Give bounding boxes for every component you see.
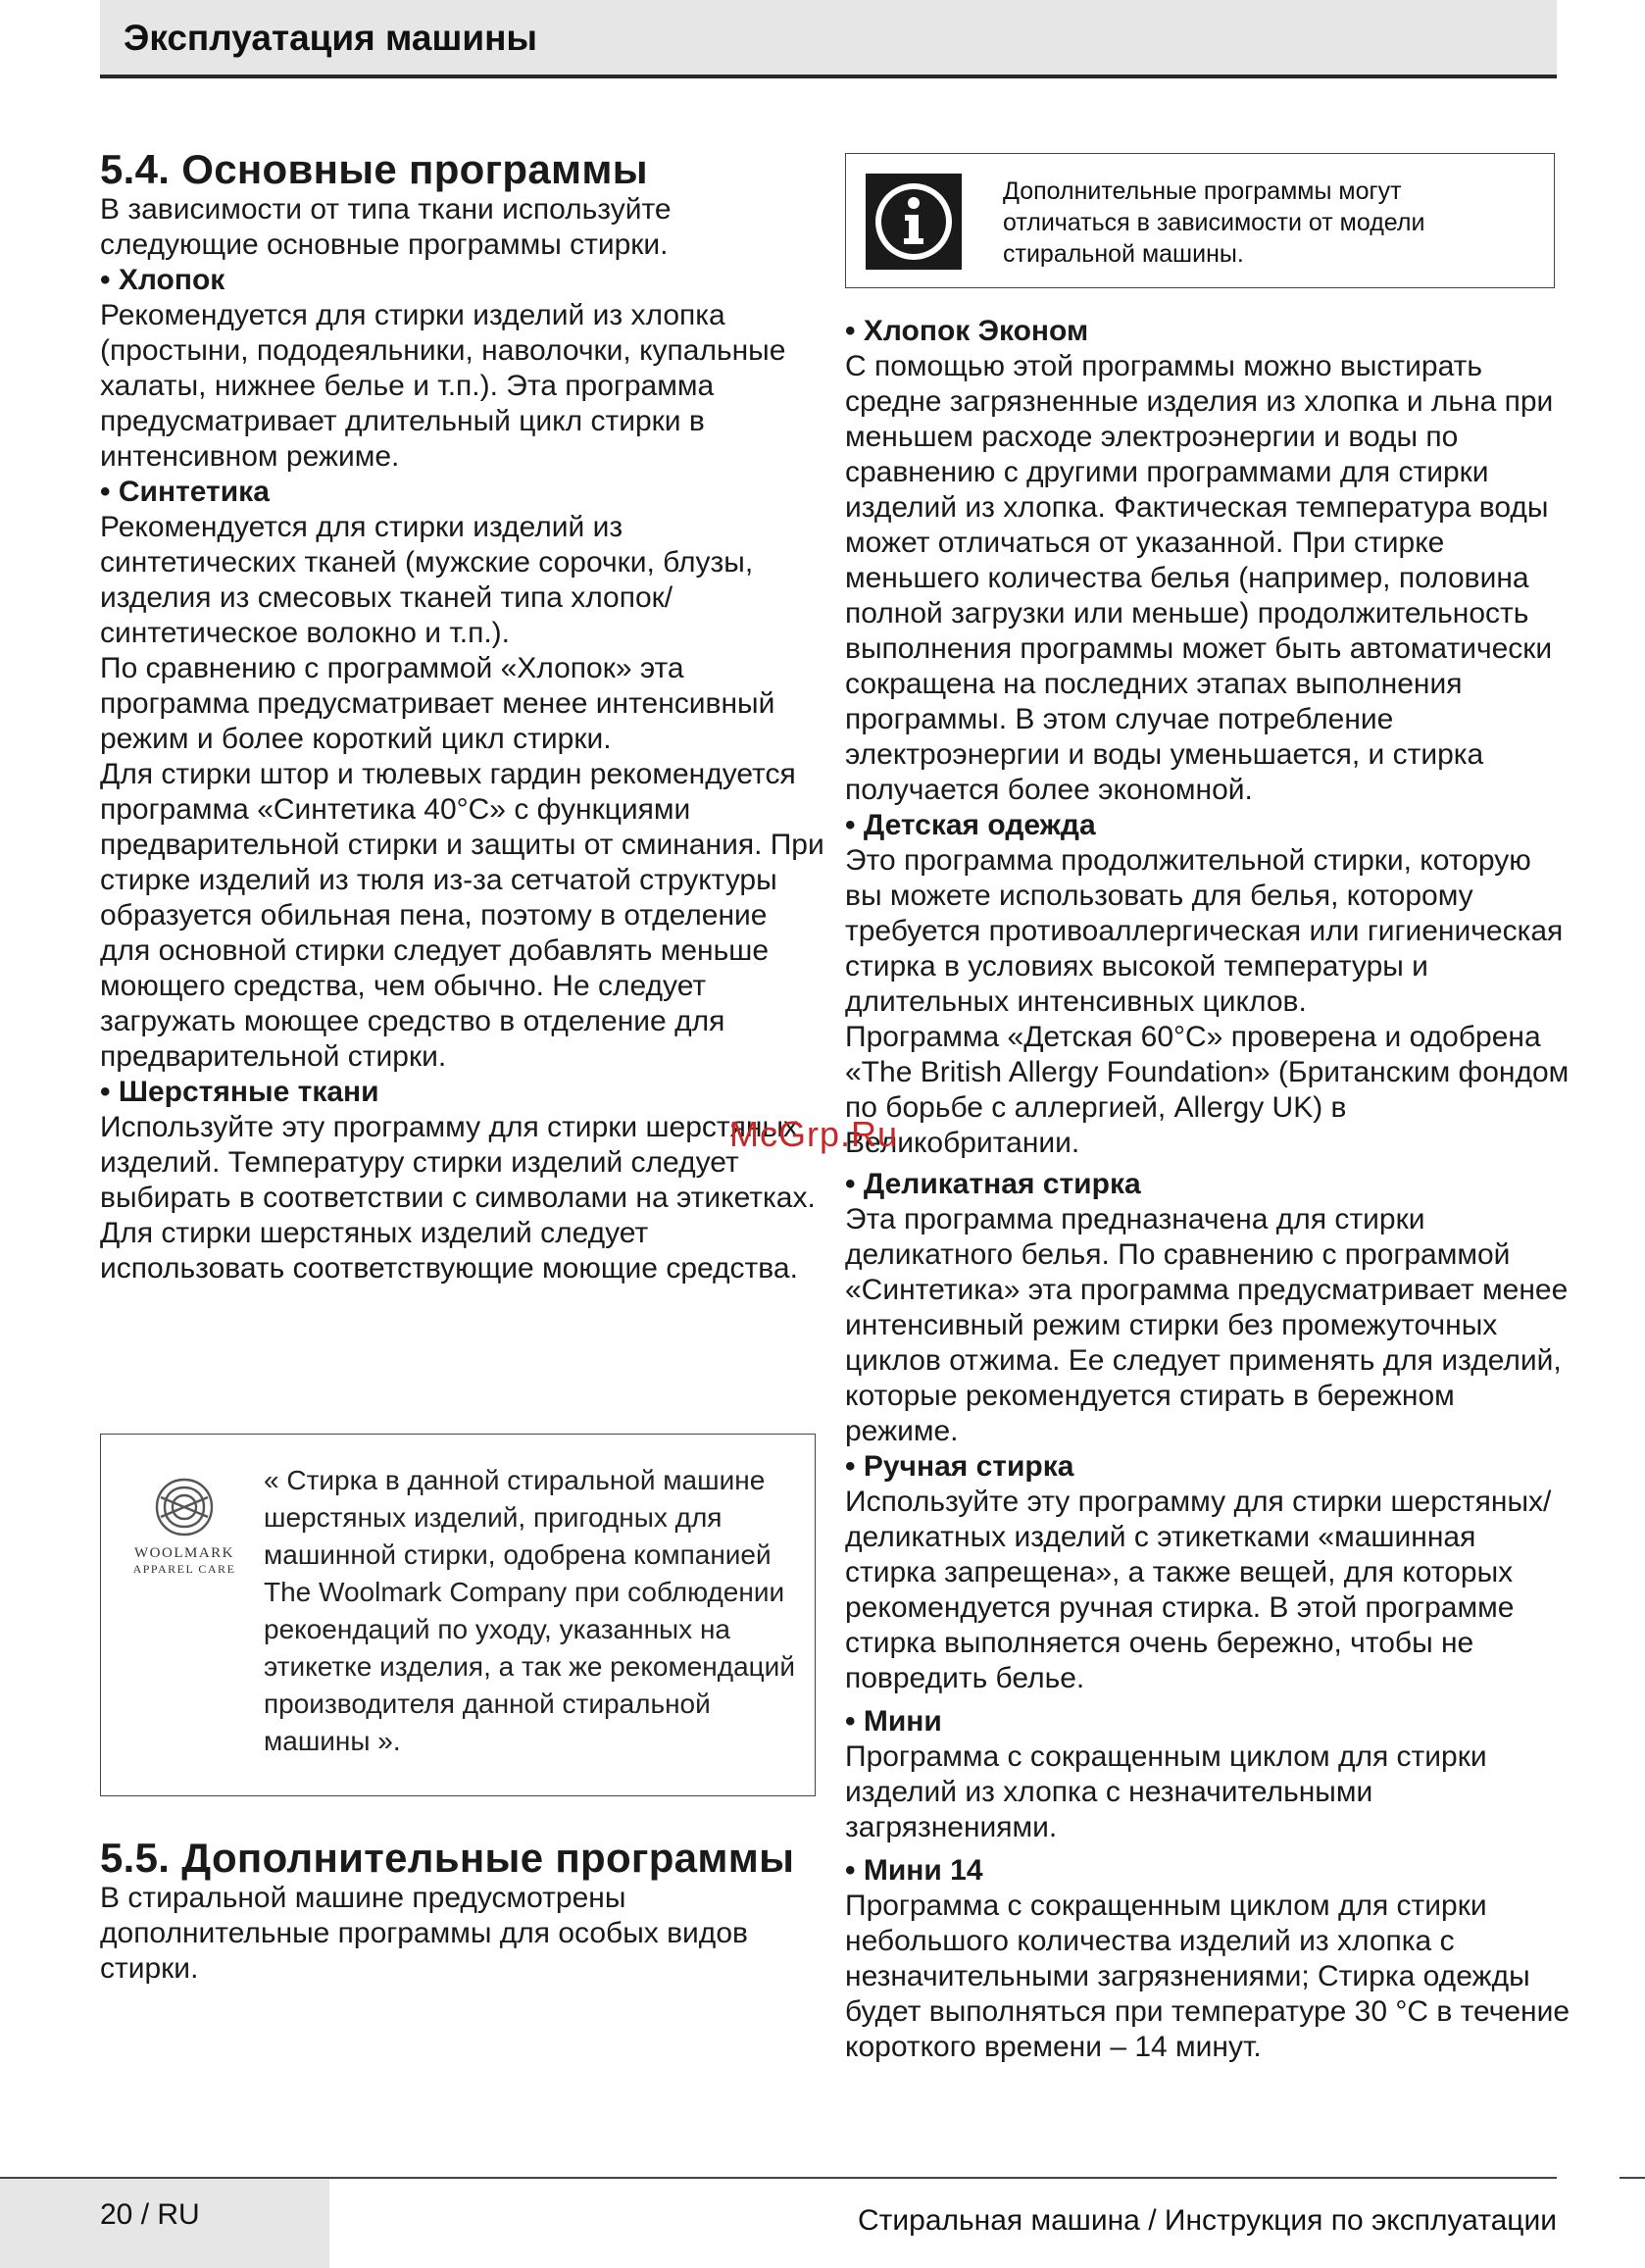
page-header	[100, 0, 1557, 78]
info-text: Дополнительные программы могут отличаться в зависимости от модели стиральной машины.	[1003, 177, 1425, 268]
section-intro: В зависимости от типа ткани используйте следующие основные программы стирки.	[100, 193, 672, 261]
program-title: • Хлопок	[100, 264, 225, 296]
program-title: • Ручная стирка	[845, 1450, 1074, 1483]
left-column	[100, 147, 825, 1286]
page-number: 20 / RU	[100, 2198, 200, 2231]
woolmark-logo-sub: APPAREL CARE	[132, 1562, 236, 1576]
section-title-additional-programs: 5.5. Дополнительные программы	[100, 1835, 795, 1881]
program-desc: Рекомендуется для стирки изделий из синтетических тканей (мужские сорочки, блузы, изделия из смесовых тканей типа хлопок/синтетическое волокно и т.п.).	[100, 511, 754, 649]
info-notice-box	[845, 153, 1555, 288]
program-item-delicate	[845, 1167, 1570, 1449]
program-desc: Программа с сокращенным циклом для стирки небольшого количества изделий из хлопка с незначительными загрязнениями; Стирка одежды будет выполняться при температуре 30 °C в течение короткого времени – 14 минут.	[845, 1890, 1570, 2063]
woolmark-icon	[151, 1474, 218, 1540]
right-column	[845, 314, 1570, 2065]
program-title: • Хлопок Эконом	[845, 315, 1089, 347]
program-title: • Синтетика	[100, 476, 270, 508]
program-desc: Используйте эту программу для стирки шерстяных изделий. Температуру стирки изделий следует выбирать в соответствии с символами на этикетках. Для стирки шерстяных изделий следует использовать соответствующие моющие средства.	[100, 1111, 816, 1285]
info-icon	[866, 174, 962, 270]
section-title-main-programs: 5.4. Основные программы	[100, 146, 648, 192]
program-desc: Для стирки штор и тюлевых гардин рекомендуется программа «Синтетика 40°C» с функциями предварительной стирки и защиты от сминания. При стирке изделий из тюля из-за сетчатой структуры образуется обильная пена, поэтому в отделение для основной стирки следует добавлять меньше моющего средства, чем обычно. Не следует загружать моющее средство в отделение для предварительной стирки.	[100, 758, 824, 1073]
program-desc: С помощью этой программы можно выстирать средне загрязненные изделия из хлопка и льна при меньшем расходе электроэнергии и воды по сравнению с другими программами для стирки изделий из хлопка. Фактическая температура воды может отличаться от указанной. При стирке меньшего количества белья (например, половина полной загрузки или меньше) продолжительность выполнения программы может быть автоматически сокращена на последних этапах выполнения программы. В этом случае потребление электроэнергии и воды уменьшается, и стирка получается более экономной.	[845, 350, 1554, 806]
program-item-wool	[100, 1075, 825, 1286]
program-desc: Эта программа предназначена для стирки деликатного белья. По сравнению с программой «Синтетика» эта программа предусматривает менее интенсивный режим стирки без промежуточных циклов отжима. Ее следует применять для изделий, которые рекомендуется стирать в бережном режиме.	[845, 1203, 1569, 1447]
program-item-handwash	[845, 1449, 1570, 1696]
program-desc: Это программа продолжительной стирки, которую вы можете использовать для белья, которому требуется противоаллергическая или гигиеническая стирка в условиях высокой температуры и длительных интенсивных циклов.	[845, 844, 1564, 1018]
program-title: • Мини	[845, 1705, 942, 1738]
woolmark-logo	[130, 1474, 238, 1576]
woolmark-logo-name: WOOLMARK	[134, 1545, 234, 1561]
program-desc: Используйте эту программу для стирки шерстяных/деликатных изделий с этикетками «машинная стирка запрещена», а также вещей, для которых рекомендуется ручная стирка. В этой программе стирка выполняется очень бережно, чтобы не повредить белье.	[845, 1486, 1552, 1694]
program-title: • Деликатная стирка	[845, 1168, 1141, 1200]
watermark: McGrp.Ru	[729, 1114, 899, 1154]
program-desc: По сравнению с программой «Хлопок» эта программа предусматривает менее интенсивный режим и более короткий цикл стирки.	[100, 652, 775, 755]
section-intro: В стиральной машине предусмотрены дополнительные программы для особых видов стирки.	[100, 1882, 748, 1985]
corner-mark	[1620, 2177, 1645, 2179]
woolmark-notice-box	[100, 1434, 816, 1796]
footer-document-title: Стиральная машина / Инструкция по эксплуатации	[857, 2204, 1557, 2237]
section-additional-programs	[100, 1836, 825, 1987]
program-title: • Мини 14	[845, 1854, 983, 1887]
program-item-mini-14	[845, 1853, 1570, 2065]
header-title: Эксплуатация машины	[124, 18, 538, 58]
program-item-cotton	[100, 263, 825, 475]
program-desc: Программа «Детская 60°C» проверена и одобрена «The British Allergy Foundation» (Британским фондом по борьбе с аллергией, Allergy UK) в Великобритании.	[845, 1021, 1570, 1159]
program-title: • Детская одежда	[845, 809, 1096, 841]
program-desc: Рекомендуется для стирки изделий из хлопка (простыни, пододеяльники, наволочки, купальные халаты, нижнее белье и т.п.). Эта программа предусматривает длительный цикл стирки в интенсивном режиме.	[100, 299, 786, 473]
program-item-synthetics	[100, 475, 825, 1075]
program-item-mini	[845, 1704, 1570, 1845]
woolmark-text: « Стирка в данной стиральной машине шерстяных изделий, пригодных для машинной стирки, одобрена компанией The Woolmark Company при соблюдении рекоендаций по уходу, указанных на этикетке изделия, а так же рекомендаций производителя данной стиральной машины ».	[264, 1465, 795, 1756]
program-item-cotton-eco	[845, 314, 1570, 808]
program-item-baby	[845, 808, 1570, 1161]
program-desc: Программа с сокращенным циклом для стирки изделий из хлопка с незначительными загрязнениями.	[845, 1740, 1487, 1843]
program-title: • Шерстяные ткани	[100, 1076, 379, 1108]
